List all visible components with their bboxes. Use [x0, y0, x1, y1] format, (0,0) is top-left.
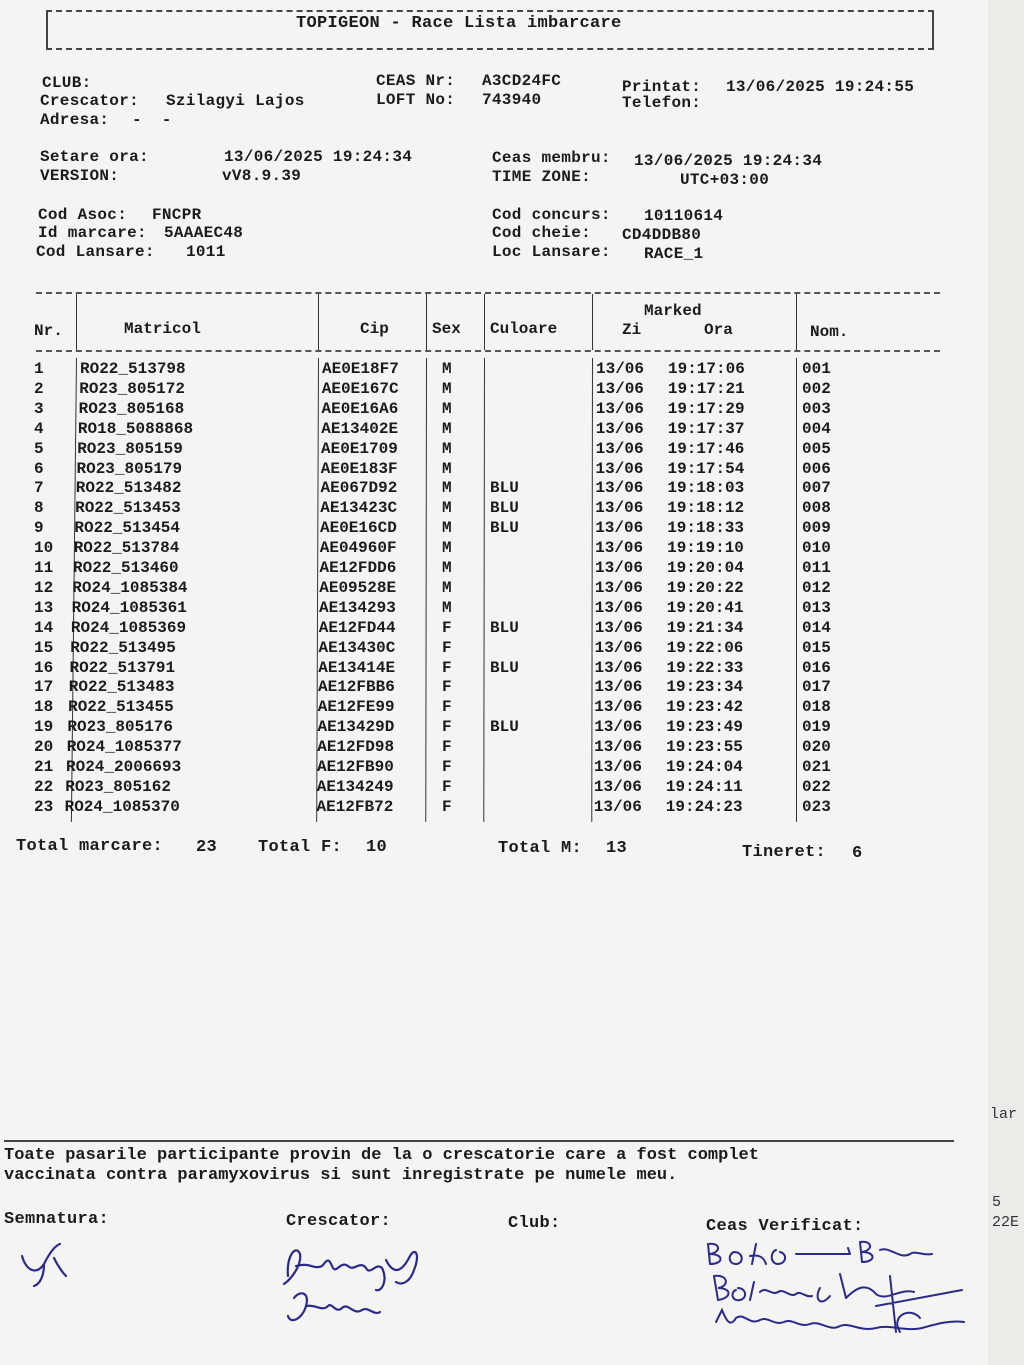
cell-nr: 7 [34, 479, 44, 498]
table-top-rule [36, 292, 940, 294]
edge-fragment-text: 5 [992, 1194, 1002, 1211]
declaration-line-2: vaccinata contra paramyxovirus si sunt inregistrate pe numele meu. [4, 1166, 678, 1185]
cell-nom: 002 [802, 379, 831, 398]
column-divider [592, 294, 593, 350]
cell-ora: 19:20:04 [667, 559, 744, 577]
tineret-label: Tineret: [742, 843, 827, 862]
cell-culoare: BLU [490, 499, 519, 518]
cell-cip: AE0E16CD [320, 519, 397, 538]
crescator-label: Crescator: [40, 92, 140, 110]
cell-matricol: RO22_513791 [69, 658, 176, 677]
cell-nr: 9 [34, 519, 44, 538]
cell-matricol: RO23_805159 [77, 439, 183, 458]
cell-nom: 007 [802, 479, 831, 498]
cell-ora: 19:17:29 [667, 399, 745, 418]
cell-ora: 19:17:54 [667, 459, 745, 478]
column-divider [796, 294, 797, 350]
column-divider [426, 294, 427, 350]
adresa-value: - - [132, 111, 172, 129]
ceas-verificat-label: Ceas Verificat: [706, 1217, 864, 1236]
cell-zi: 13/06 [595, 439, 644, 458]
cell-nom: 023 [802, 797, 831, 816]
ceas-value: A3CD24FC [482, 72, 562, 90]
cell-sex: M [442, 539, 452, 558]
cell-zi: 13/06 [596, 360, 645, 378]
cell-sex: M [442, 439, 452, 458]
cell-nom: 001 [802, 360, 831, 378]
cell-matricol: RO24_1085370 [64, 797, 180, 816]
setare-label: Setare ora: [40, 148, 149, 166]
setare-value: 13/06/2025 19:24:34 [224, 148, 413, 166]
cell-nr: 12 [34, 578, 54, 597]
loft-label: LOFT No: [376, 91, 456, 109]
semnatura-signature [14, 1236, 74, 1290]
cell-ora: 19:19:10 [667, 539, 744, 558]
cell-ora: 19:24:04 [666, 758, 743, 776]
column-header-marked: Marked [644, 302, 702, 320]
cell-sex: F [442, 678, 452, 697]
cell-sex: M [442, 499, 452, 518]
cell-nom: 008 [802, 499, 831, 518]
cod-concurs-label: Cod concurs: [492, 206, 611, 224]
cell-sex: M [442, 379, 452, 398]
cell-cip: AE04960F [319, 539, 397, 558]
column-divider [484, 294, 485, 350]
cell-matricol: RO22_513460 [73, 559, 179, 577]
column-header-zi: Zi [622, 321, 642, 339]
cell-matricol: RO23_805168 [78, 399, 185, 418]
cell-nom: 010 [802, 539, 831, 558]
cell-matricol: RO22_513798 [80, 360, 186, 378]
cell-zi: 13/06 [594, 758, 643, 776]
cell-matricol: RO22_513455 [68, 698, 174, 717]
column-header-nom: Nom. [810, 323, 849, 341]
cod-concurs-value: 10110614 [644, 207, 724, 225]
club-label: CLUB: [42, 74, 92, 92]
cell-nom: 014 [802, 618, 831, 637]
ceas-membru-label: Ceas membru: [492, 149, 611, 167]
cod-asoc-label: Cod Asoc: [38, 206, 128, 224]
cell-nr: 3 [34, 399, 44, 418]
edge-fragment-text: lar [990, 1106, 1018, 1123]
cell-nom: 017 [802, 678, 831, 697]
column-divider [591, 358, 593, 822]
cell-zi: 13/06 [594, 698, 643, 717]
cell-matricol: RO22_513483 [68, 678, 175, 697]
cell-sex: F [442, 777, 452, 796]
cell-sex: M [442, 578, 452, 597]
total-f-value: 10 [366, 838, 388, 857]
column-divider [796, 358, 797, 822]
cell-cip: AE12FB72 [316, 797, 394, 816]
column-header-sex: Sex [432, 320, 461, 338]
cell-cip: AE12FB90 [317, 758, 394, 776]
footer-rule [4, 1140, 954, 1142]
cod-lansare-value: 1011 [186, 243, 226, 261]
cell-cip: AE134249 [316, 777, 394, 796]
cell-cip: AE13423C [320, 499, 398, 518]
cell-zi: 13/06 [594, 718, 643, 737]
cell-zi: 13/06 [594, 618, 643, 637]
crescator-signature-label: Crescator: [286, 1212, 392, 1231]
cell-nr: 15 [34, 638, 54, 657]
cell-cip: AE13402E [321, 419, 399, 438]
cell-nr: 22 [34, 777, 54, 796]
cell-zi: 13/06 [593, 777, 642, 796]
cell-nom: 015 [802, 638, 831, 657]
cell-ora: 19:17:37 [667, 419, 745, 438]
crescator-value: Szilagyi Lajos [166, 92, 305, 110]
cell-sex: M [442, 419, 452, 438]
cell-sex: M [442, 519, 452, 538]
cell-matricol: RO22_513453 [75, 499, 181, 518]
cell-cip: AE134293 [319, 598, 396, 617]
cell-matricol: RO24_1085361 [71, 598, 187, 617]
cell-sex: F [442, 758, 452, 776]
cell-culoare: BLU [490, 718, 519, 737]
cell-matricol: RO23_805176 [67, 718, 174, 737]
cell-sex: F [442, 618, 452, 637]
edge-fragment-text: 22E [992, 1214, 1020, 1231]
cell-ora: 19:23:34 [666, 678, 744, 697]
cell-zi: 13/06 [593, 797, 642, 816]
cell-matricol: RO24_1085384 [72, 578, 188, 597]
cell-matricol: RO22_513495 [70, 638, 176, 657]
cell-nr: 4 [34, 419, 44, 438]
cell-zi: 13/06 [594, 738, 643, 757]
document-title: TOPIGEON - Race Lista imbarcare [296, 14, 622, 33]
cell-zi: 13/06 [595, 379, 644, 398]
cell-zi: 13/06 [595, 419, 644, 438]
cell-zi: 13/06 [595, 499, 644, 518]
cell-matricol: RO23_805162 [65, 777, 171, 796]
cell-nom: 022 [802, 777, 831, 796]
cell-cip: AE12FD44 [318, 618, 396, 637]
column-divider [483, 358, 485, 822]
declaration-line-1: Toate pasarile participante provin de la o crescatorie care a fost complet [4, 1146, 759, 1165]
cell-ora: 19:24:11 [665, 777, 743, 796]
cod-lansare-label: Cod Lansare: [36, 243, 155, 261]
column-header-nr: Nr. [34, 322, 63, 340]
cell-culoare: BLU [490, 658, 519, 677]
cell-ora: 19:17:06 [668, 360, 745, 378]
id-marcare-value: 5AAAEC48 [164, 224, 244, 242]
cell-cip: AE13429D [317, 718, 395, 737]
club-signature-label: Club: [508, 1214, 561, 1233]
cell-sex: F [442, 718, 452, 737]
cell-matricol: RO22_513454 [74, 519, 181, 538]
cell-nr: 16 [34, 658, 54, 677]
cod-cheie-label: Cod cheie: [492, 224, 592, 242]
cell-nr: 19 [34, 718, 54, 737]
cell-sex: F [442, 658, 452, 677]
cell-sex: F [442, 638, 452, 657]
cell-nr: 23 [34, 797, 54, 816]
cell-nom: 005 [802, 439, 831, 458]
cell-ora: 19:18:33 [667, 519, 744, 538]
cell-nr: 8 [34, 499, 44, 518]
cell-ora: 19:22:06 [666, 638, 744, 657]
total-m-value: 13 [606, 839, 628, 858]
cell-nom: 012 [802, 578, 831, 597]
printat-label: Printat: [622, 78, 702, 96]
cell-culoare: BLU [490, 519, 519, 538]
cell-nom: 006 [802, 459, 831, 478]
table-header-rule [36, 350, 940, 352]
cell-nom: 020 [802, 738, 831, 757]
total-marcare-label: Total marcare: [16, 837, 164, 856]
adresa-label: Adresa: [40, 111, 110, 129]
timezone-value: UTC+03:00 [680, 171, 770, 189]
cell-ora: 19:17:21 [667, 379, 745, 398]
loc-lansare-value: RACE_1 [644, 245, 704, 263]
cell-nr: 17 [34, 678, 54, 697]
cell-cip: AE13430C [318, 638, 396, 657]
cell-ora: 19:22:33 [666, 658, 744, 677]
cell-cip: AE12FD98 [317, 738, 395, 757]
cell-nom: 021 [802, 758, 831, 776]
cell-cip: AE12FE99 [317, 698, 395, 717]
cell-nom: 004 [802, 419, 831, 438]
cell-ora: 19:21:34 [666, 618, 744, 637]
cell-nr: 20 [34, 738, 54, 757]
timezone-label: TIME ZONE: [492, 168, 592, 186]
cell-cip: AE13414E [318, 658, 396, 677]
cell-sex: M [442, 459, 452, 478]
loft-value: 743940 [482, 91, 542, 109]
column-divider [425, 358, 427, 822]
cell-matricol: RO23_805179 [76, 459, 183, 478]
cell-matricol: RO24_1085369 [70, 618, 187, 637]
cell-sex: F [442, 797, 452, 816]
cell-cip: AE12FBB6 [318, 678, 395, 697]
cell-ora: 19:23:49 [666, 718, 743, 737]
ceas-membru-value: 13/06/2025 19:24:34 [634, 152, 823, 170]
ceas-label: CEAS Nr: [376, 72, 456, 90]
cell-ora: 19:24:23 [665, 797, 743, 816]
semnatura-label: Semnatura: [4, 1210, 110, 1229]
cell-ora: 19:18:12 [667, 499, 745, 518]
id-marcare-label: Id marcare: [38, 224, 147, 242]
cell-zi: 13/06 [594, 578, 643, 597]
cell-sex: M [442, 479, 452, 498]
cell-ora: 19:23:42 [666, 698, 744, 717]
cell-cip: AE0E16A6 [321, 399, 399, 418]
cell-cip: AE0E167C [321, 379, 399, 398]
cell-zi: 13/06 [595, 539, 644, 558]
cell-zi: 13/06 [595, 479, 644, 498]
cell-nr: 1 [34, 360, 44, 378]
version-value: vV8.9.39 [222, 167, 302, 185]
cell-sex: M [442, 559, 452, 577]
cell-zi: 13/06 [595, 459, 644, 478]
cell-sex: F [442, 738, 452, 757]
loc-lansare-label: Loc Lansare: [492, 243, 611, 261]
cell-cip: AE067D92 [320, 479, 398, 498]
cell-matricol: RO24_2006693 [66, 758, 182, 776]
cell-ora: 19:20:41 [666, 598, 744, 617]
cell-zi: 13/06 [595, 519, 644, 538]
cell-cip: AE12FDD6 [319, 559, 397, 577]
ceas-verificat-signature [700, 1236, 970, 1340]
cell-nr: 18 [34, 698, 54, 717]
cell-ora: 19:23:55 [666, 738, 743, 757]
tineret-value: 6 [852, 844, 863, 863]
cell-culoare: BLU [490, 479, 519, 498]
cell-cip: AE0E18F7 [322, 360, 399, 378]
version-label: VERSION: [40, 167, 120, 185]
cell-cip: AE0E1709 [321, 439, 398, 458]
column-divider [76, 294, 77, 350]
cod-cheie-value: CD4DDB80 [622, 226, 702, 244]
cod-asoc-value: FNCPR [152, 206, 202, 224]
cell-zi: 13/06 [594, 638, 643, 657]
cell-ora: 19:18:03 [667, 479, 745, 498]
column-header-ora: Ora [704, 321, 733, 339]
cell-cip: AE09528E [319, 578, 397, 597]
cell-zi: 13/06 [595, 559, 644, 577]
cell-nom: 011 [802, 559, 831, 577]
column-header-cip: Cip [360, 320, 389, 338]
cell-ora: 19:20:22 [666, 578, 744, 597]
cell-matricol: RO24_1085377 [66, 738, 182, 757]
cell-matricol: RO22_513482 [75, 479, 182, 498]
cell-nr: 14 [34, 618, 54, 637]
cell-sex: M [442, 598, 452, 617]
cell-matricol: RO18_5088868 [77, 419, 194, 438]
cell-cip: AE0E183F [320, 459, 398, 478]
cell-zi: 13/06 [594, 658, 643, 677]
cell-sex: F [442, 698, 452, 717]
cell-nom: 019 [802, 718, 831, 737]
column-divider [318, 294, 319, 350]
cell-culoare: BLU [490, 618, 519, 637]
cell-nr: 13 [34, 598, 54, 617]
cell-nr: 6 [34, 459, 44, 478]
cell-zi: 13/06 [595, 399, 644, 418]
cell-nom: 003 [802, 399, 831, 418]
cell-sex: M [442, 399, 452, 418]
cell-nom: 016 [802, 658, 831, 677]
cell-matricol: RO22_513784 [73, 539, 180, 558]
cell-nr: 11 [34, 559, 54, 577]
cell-zi: 13/06 [594, 678, 643, 697]
background-sheet-edge [984, 0, 1024, 1365]
cell-nr: 2 [34, 379, 44, 398]
cell-nr: 21 [34, 758, 54, 776]
column-header-matricol: Matricol [124, 320, 201, 338]
cell-zi: 13/06 [594, 598, 643, 617]
cell-nr: 10 [34, 539, 54, 558]
cell-nom: 018 [802, 698, 831, 717]
crescator-signature [270, 1236, 430, 1336]
total-m-label: Total M: [498, 839, 583, 858]
cell-nom: 009 [802, 519, 831, 538]
cell-sex: M [442, 360, 452, 378]
printat-value: 13/06/2025 19:24:55 [726, 78, 915, 96]
telefon-label: Telefon: [622, 94, 702, 112]
column-header-culoare: Culoare [490, 320, 558, 338]
cell-matricol: RO23_805172 [79, 379, 185, 398]
total-f-label: Total F: [258, 838, 343, 857]
total-marcare-value: 23 [196, 838, 218, 857]
cell-ora: 19:17:46 [667, 439, 745, 458]
cell-nom: 013 [802, 598, 831, 617]
cell-nr: 5 [34, 439, 44, 458]
